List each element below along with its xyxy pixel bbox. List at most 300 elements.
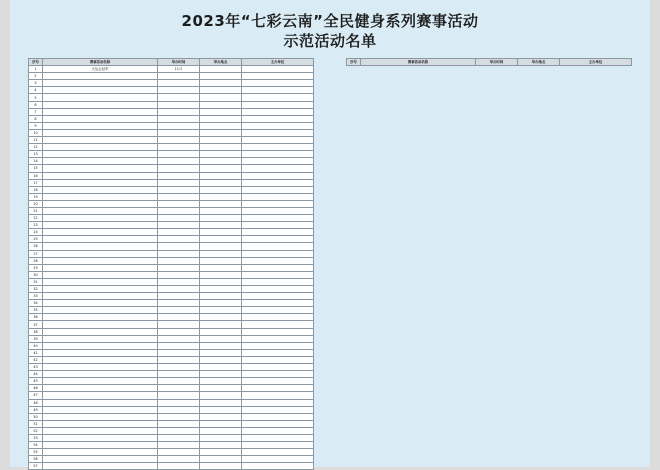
- header-organizer: 主办单位: [242, 59, 314, 66]
- header-name: 赛事活动名称: [361, 59, 476, 66]
- cell-place: [200, 434, 242, 441]
- cell-organizer: [242, 236, 314, 243]
- cell-organizer: [242, 73, 314, 80]
- cell-index: 5: [29, 94, 43, 101]
- cell-index: 22: [29, 215, 43, 222]
- cell-place: [200, 229, 242, 236]
- cell-organizer: [242, 179, 314, 186]
- cell-index: 49: [29, 406, 43, 413]
- cell-name: [43, 434, 158, 441]
- cell-time: [158, 229, 200, 236]
- cell-index: 38: [29, 328, 43, 335]
- cell-index: 14: [29, 158, 43, 165]
- activity-table-right: [346, 58, 632, 66]
- cell-time: [158, 271, 200, 278]
- cell-organizer: [242, 122, 314, 129]
- table-row: [29, 137, 314, 144]
- cell-time: [158, 87, 200, 94]
- cell-organizer: [242, 271, 314, 278]
- cell-time: [158, 328, 200, 335]
- cell-organizer: [242, 257, 314, 264]
- table-row: [29, 257, 314, 264]
- cell-time: [158, 250, 200, 257]
- cell-index: 28: [29, 257, 43, 264]
- table-row: [29, 87, 314, 94]
- cell-time: [158, 335, 200, 342]
- table-row: [29, 278, 314, 285]
- header-name: 赛事活动名称: [43, 59, 158, 66]
- cell-place: [200, 356, 242, 363]
- table-row: [29, 314, 314, 321]
- cell-index: 19: [29, 193, 43, 200]
- table-row: [29, 94, 314, 101]
- cell-name: [43, 378, 158, 385]
- cell-time: [158, 264, 200, 271]
- header-place: 举办地点: [518, 59, 560, 66]
- cell-place: [200, 271, 242, 278]
- cell-place: [200, 293, 242, 300]
- table-row: [29, 413, 314, 420]
- table-row: [29, 129, 314, 136]
- cell-organizer: [242, 378, 314, 385]
- cell-place: [200, 73, 242, 80]
- table-row: [29, 463, 314, 470]
- cell-name: [43, 222, 158, 229]
- document-title: 2023年“七彩云南”全民健身系列赛事活动: [181, 12, 479, 30]
- cell-name: [43, 165, 158, 172]
- cell-name: [43, 420, 158, 427]
- cell-name: [43, 293, 158, 300]
- header-index: 序号: [347, 59, 361, 66]
- activity-table-left: [28, 58, 314, 470]
- cell-name: [43, 80, 158, 87]
- cell-place: [200, 257, 242, 264]
- cell-time: 11月: [158, 66, 200, 73]
- cell-place: [200, 165, 242, 172]
- cell-index: 24: [29, 229, 43, 236]
- cell-place: [200, 186, 242, 193]
- table-row: [29, 186, 314, 193]
- cell-index: 31: [29, 278, 43, 285]
- cell-name: [43, 371, 158, 378]
- cell-name: [43, 87, 158, 94]
- cell-place: [200, 236, 242, 243]
- cell-time: [158, 321, 200, 328]
- table-row: [29, 250, 314, 257]
- cell-time: [158, 151, 200, 158]
- table-row: [29, 349, 314, 356]
- cell-place: [200, 321, 242, 328]
- table-row: [29, 399, 314, 406]
- cell-index: 52: [29, 427, 43, 434]
- cell-time: [158, 101, 200, 108]
- table-row: [29, 101, 314, 108]
- cell-name: [43, 186, 158, 193]
- cell-time: [158, 137, 200, 144]
- table-row: [29, 342, 314, 349]
- cell-organizer: [242, 314, 314, 321]
- cell-name: [43, 349, 158, 356]
- cell-time: [158, 399, 200, 406]
- cell-time: [158, 158, 200, 165]
- cell-time: [158, 278, 200, 285]
- cell-place: [200, 378, 242, 385]
- cell-time: [158, 385, 200, 392]
- cell-time: [158, 456, 200, 463]
- cell-organizer: [242, 137, 314, 144]
- cell-name: [43, 137, 158, 144]
- cell-time: [158, 300, 200, 307]
- cell-organizer: [242, 229, 314, 236]
- cell-place: [200, 349, 242, 356]
- cell-place: [200, 129, 242, 136]
- cell-index: 53: [29, 434, 43, 441]
- document-page: [10, 0, 650, 467]
- table-header-row: [347, 59, 632, 66]
- cell-organizer: [242, 364, 314, 371]
- cell-index: 42: [29, 356, 43, 363]
- cell-index: 8: [29, 115, 43, 122]
- cell-name: [43, 236, 158, 243]
- cell-place: [200, 144, 242, 151]
- cell-place: [200, 193, 242, 200]
- cell-time: [158, 200, 200, 207]
- cell-place: [200, 385, 242, 392]
- cell-name: [43, 101, 158, 108]
- cell-index: 26: [29, 243, 43, 250]
- cell-place: [200, 278, 242, 285]
- cell-organizer: [242, 328, 314, 335]
- cell-time: [158, 314, 200, 321]
- table-row: [29, 122, 314, 129]
- cell-time: [158, 364, 200, 371]
- cell-place: [200, 442, 242, 449]
- cell-index: 1: [29, 66, 43, 73]
- cell-index: 27: [29, 250, 43, 257]
- table-row: [29, 392, 314, 399]
- cell-organizer: [242, 215, 314, 222]
- cell-time: [158, 349, 200, 356]
- cell-place: [200, 243, 242, 250]
- table-row: [29, 80, 314, 87]
- table-row: [29, 406, 314, 413]
- cell-name: [43, 392, 158, 399]
- cell-organizer: [242, 101, 314, 108]
- cell-place: [200, 364, 242, 371]
- cell-place: [200, 406, 242, 413]
- cell-place: [200, 413, 242, 420]
- cell-time: [158, 392, 200, 399]
- cell-time: [158, 243, 200, 250]
- table-row: [29, 236, 314, 243]
- cell-index: 12: [29, 144, 43, 151]
- cell-index: 43: [29, 364, 43, 371]
- cell-organizer: [242, 300, 314, 307]
- table-row: [29, 207, 314, 214]
- cell-index: 25: [29, 236, 43, 243]
- cell-index: 3: [29, 80, 43, 87]
- cell-index: 17: [29, 179, 43, 186]
- cell-index: 44: [29, 371, 43, 378]
- table-row: [29, 264, 314, 271]
- cell-place: [200, 101, 242, 108]
- cell-organizer: [242, 200, 314, 207]
- cell-time: [158, 420, 200, 427]
- cell-time: [158, 172, 200, 179]
- cell-index: 16: [29, 172, 43, 179]
- cell-name: [43, 364, 158, 371]
- cell-organizer: [242, 307, 314, 314]
- cell-name: [43, 172, 158, 179]
- cell-organizer: [242, 392, 314, 399]
- cell-name: [43, 271, 158, 278]
- cell-place: [200, 427, 242, 434]
- cell-name: [43, 108, 158, 115]
- table-row: [29, 371, 314, 378]
- cell-organizer: [242, 144, 314, 151]
- table-row: [29, 222, 314, 229]
- cell-organizer: [242, 129, 314, 136]
- cell-index: 48: [29, 399, 43, 406]
- cell-organizer: [242, 80, 314, 87]
- cell-organizer: [242, 66, 314, 73]
- cell-name: [43, 300, 158, 307]
- cell-time: [158, 207, 200, 214]
- cell-index: 55: [29, 449, 43, 456]
- cell-organizer: [242, 207, 314, 214]
- table-row: [29, 179, 314, 186]
- cell-time: [158, 186, 200, 193]
- cell-organizer: [242, 335, 314, 342]
- cell-index: 51: [29, 420, 43, 427]
- cell-index: 29: [29, 264, 43, 271]
- cell-place: [200, 264, 242, 271]
- cell-index: 18: [29, 186, 43, 193]
- cell-organizer: [242, 406, 314, 413]
- cell-name: [43, 406, 158, 413]
- cell-index: 9: [29, 122, 43, 129]
- cell-time: [158, 80, 200, 87]
- cell-time: [158, 94, 200, 101]
- cell-name: [43, 94, 158, 101]
- cell-time: [158, 307, 200, 314]
- cell-index: 57: [29, 463, 43, 470]
- cell-index: 54: [29, 442, 43, 449]
- cell-index: 32: [29, 286, 43, 293]
- cell-time: [158, 122, 200, 129]
- cell-organizer: [242, 222, 314, 229]
- cell-place: [200, 463, 242, 470]
- cell-place: [200, 179, 242, 186]
- cell-time: [158, 179, 200, 186]
- cell-name: [43, 307, 158, 314]
- cell-time: [158, 215, 200, 222]
- table-row: [29, 229, 314, 236]
- cell-organizer: [242, 278, 314, 285]
- cell-place: [200, 399, 242, 406]
- table-row: [29, 364, 314, 371]
- cell-organizer: [242, 463, 314, 470]
- table-row: [29, 328, 314, 335]
- cell-organizer: [242, 321, 314, 328]
- cell-name: [43, 328, 158, 335]
- cell-index: 21: [29, 207, 43, 214]
- table-row: [29, 215, 314, 222]
- cell-index: 15: [29, 165, 43, 172]
- cell-organizer: [242, 151, 314, 158]
- cell-time: [158, 108, 200, 115]
- cell-name: [43, 463, 158, 470]
- cell-index: 41: [29, 349, 43, 356]
- cell-name: [43, 342, 158, 349]
- cell-time: [158, 286, 200, 293]
- table-row: [29, 158, 314, 165]
- cell-time: [158, 371, 200, 378]
- cell-index: 35: [29, 307, 43, 314]
- table-row: [29, 200, 314, 207]
- cell-place: [200, 80, 242, 87]
- cell-time: [158, 449, 200, 456]
- cell-place: [200, 286, 242, 293]
- cell-organizer: [242, 250, 314, 257]
- cell-time: [158, 378, 200, 385]
- cell-time: [158, 73, 200, 80]
- cell-organizer: [242, 193, 314, 200]
- cell-name: [43, 264, 158, 271]
- cell-name: [43, 385, 158, 392]
- cell-organizer: [242, 115, 314, 122]
- cell-organizer: [242, 385, 314, 392]
- header-time: 举办时间: [158, 59, 200, 66]
- cell-organizer: [242, 427, 314, 434]
- table-row: [29, 434, 314, 441]
- cell-name: [43, 257, 158, 264]
- cell-organizer: [242, 349, 314, 356]
- cell-name: [43, 250, 158, 257]
- table-row: [29, 300, 314, 307]
- table-row: [29, 66, 314, 73]
- cell-place: [200, 335, 242, 342]
- cell-organizer: [242, 356, 314, 363]
- cell-name: [43, 356, 158, 363]
- cell-organizer: [242, 264, 314, 271]
- cell-organizer: [242, 434, 314, 441]
- cell-time: [158, 356, 200, 363]
- table-row: [29, 293, 314, 300]
- header-place: 举办地点: [200, 59, 242, 66]
- cell-time: [158, 293, 200, 300]
- cell-name: [43, 179, 158, 186]
- table-row: [29, 165, 314, 172]
- table-row: [29, 243, 314, 250]
- cell-organizer: [242, 449, 314, 456]
- cell-place: [200, 158, 242, 165]
- document-subtitle: 示范活动名单: [283, 32, 377, 50]
- cell-place: [200, 115, 242, 122]
- table-row: [29, 420, 314, 427]
- table-row: [29, 73, 314, 80]
- table-row: [29, 427, 314, 434]
- cell-name: [43, 335, 158, 342]
- cell-index: 6: [29, 101, 43, 108]
- cell-organizer: [242, 186, 314, 193]
- cell-place: [200, 200, 242, 207]
- cell-name: [43, 321, 158, 328]
- cell-time: [158, 193, 200, 200]
- cell-index: 10: [29, 129, 43, 136]
- cell-name: [43, 73, 158, 80]
- header-index: 序号: [29, 59, 43, 66]
- cell-place: [200, 342, 242, 349]
- table-row: [29, 456, 314, 463]
- cell-time: [158, 442, 200, 449]
- cell-place: [200, 108, 242, 115]
- table-row: [29, 271, 314, 278]
- header-time: 举办时间: [476, 59, 518, 66]
- cell-name: [43, 278, 158, 285]
- cell-name: [43, 413, 158, 420]
- cell-index: 37: [29, 321, 43, 328]
- cell-organizer: [242, 371, 314, 378]
- cell-organizer: [242, 420, 314, 427]
- cell-time: [158, 342, 200, 349]
- table-row: [29, 115, 314, 122]
- cell-organizer: [242, 293, 314, 300]
- cell-place: [200, 456, 242, 463]
- table-row: [29, 442, 314, 449]
- cell-place: [200, 215, 242, 222]
- cell-place: [200, 222, 242, 229]
- table-row: [29, 335, 314, 342]
- cell-index: 13: [29, 151, 43, 158]
- cell-index: 33: [29, 293, 43, 300]
- cell-organizer: [242, 243, 314, 250]
- cell-name: [43, 158, 158, 165]
- cell-name: [43, 193, 158, 200]
- cell-place: [200, 94, 242, 101]
- cell-index: 39: [29, 335, 43, 342]
- cell-organizer: [242, 87, 314, 94]
- cell-index: 40: [29, 342, 43, 349]
- cell-index: 23: [29, 222, 43, 229]
- cell-name: [43, 456, 158, 463]
- cell-organizer: [242, 165, 314, 172]
- table-row: [29, 172, 314, 179]
- cell-organizer: [242, 442, 314, 449]
- cell-place: [200, 66, 242, 73]
- cell-place: [200, 151, 242, 158]
- cell-name: [43, 207, 158, 214]
- cell-index: 36: [29, 314, 43, 321]
- table-row: [29, 385, 314, 392]
- cell-place: [200, 122, 242, 129]
- cell-time: [158, 413, 200, 420]
- header-organizer: 主办单位: [560, 59, 632, 66]
- cell-time: [158, 236, 200, 243]
- cell-index: 7: [29, 108, 43, 115]
- cell-place: [200, 392, 242, 399]
- cell-time: [158, 165, 200, 172]
- cell-organizer: [242, 286, 314, 293]
- cell-place: [200, 328, 242, 335]
- cell-index: 56: [29, 456, 43, 463]
- cell-name: [43, 442, 158, 449]
- cell-index: 20: [29, 200, 43, 207]
- cell-place: [200, 420, 242, 427]
- cell-place: [200, 172, 242, 179]
- cell-name: [43, 399, 158, 406]
- cell-organizer: [242, 342, 314, 349]
